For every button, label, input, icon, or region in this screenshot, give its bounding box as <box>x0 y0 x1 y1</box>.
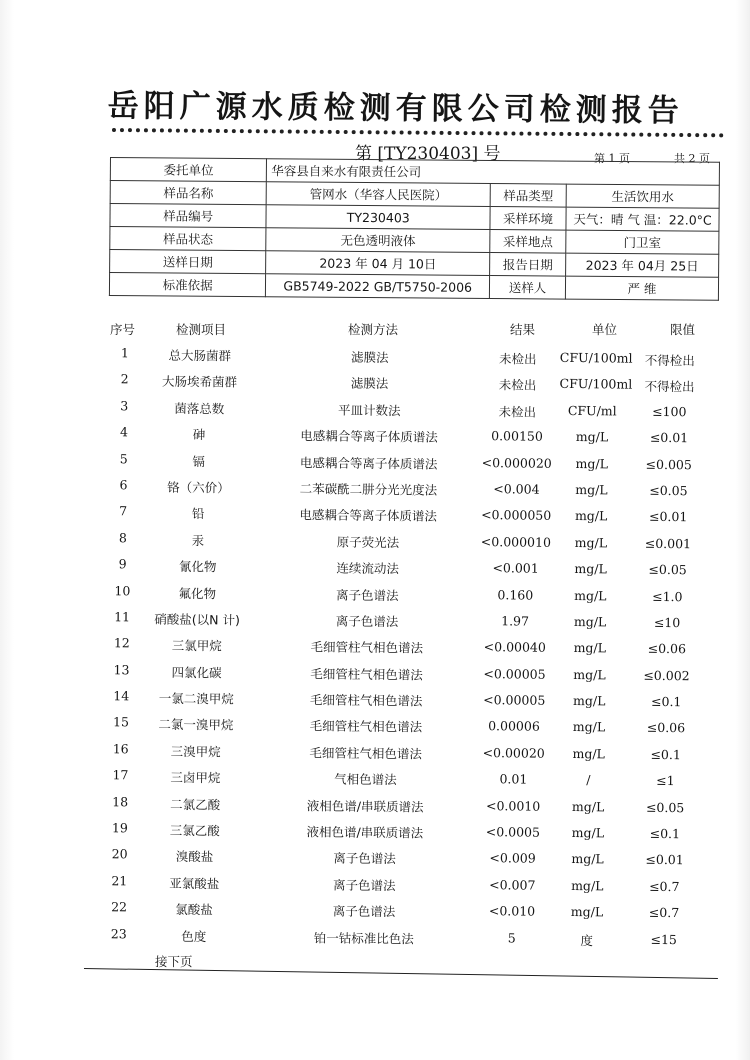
sender-value: 严 维 <box>565 276 718 300</box>
test-limit: ≤0.06 <box>647 641 687 657</box>
test-result: <0.001 <box>492 560 539 576</box>
sample-name-value: 管网水（华容人民医院） <box>266 182 490 207</box>
test-limit: 不得检出 <box>644 379 695 395</box>
test-result: 0.00150 <box>491 428 543 444</box>
test-unit: mg/L <box>571 851 604 867</box>
test-item: 亚氯酸盐 <box>169 875 220 892</box>
test-limit: ≤0.01 <box>645 852 684 868</box>
test-limit: ≤100 <box>652 403 687 419</box>
test-limit: ≤0.7 <box>649 878 680 894</box>
test-item: 总大肠菌群 <box>168 347 232 364</box>
test-result: <0.0005 <box>485 824 541 840</box>
test-result: <0.00020 <box>482 744 545 761</box>
test-unit: mg/L <box>572 693 606 709</box>
site-label: 采样地点 <box>490 229 566 253</box>
test-unit: mg/L <box>574 534 608 551</box>
row-number: 19 <box>111 820 128 836</box>
row-number: 1 <box>120 345 129 361</box>
test-method: 离子色谱法 <box>335 613 399 630</box>
test-unit: mg/L <box>570 904 604 920</box>
test-unit: mg/L <box>573 640 607 656</box>
test-result: <0.000010 <box>480 533 552 550</box>
sample-no-label: 样品编号 <box>110 204 267 228</box>
client-label: 委托单位 <box>110 158 267 182</box>
test-item: 三卤甲烷 <box>170 770 221 786</box>
test-item: 镉 <box>192 453 206 469</box>
test-item: 氯酸盐 <box>175 902 213 918</box>
report-date-label: 报告日期 <box>490 252 566 276</box>
test-limit: ≤0.05 <box>645 799 685 815</box>
sample-name-label: 样品名称 <box>110 181 267 205</box>
test-result: <0.0010 <box>485 797 541 814</box>
page-current: 第 1 页 <box>594 152 630 165</box>
test-result: <0.00005 <box>483 692 546 708</box>
test-item: 溴酸盐 <box>175 849 214 865</box>
test-result: <0.009 <box>489 850 536 867</box>
row-number: 22 <box>111 899 128 915</box>
test-item: 汞 <box>191 532 205 548</box>
site-value: 门卫室 <box>566 230 719 254</box>
test-item: 硝酸盐(以N 计) <box>154 611 240 628</box>
test-limit: 不得检出 <box>644 352 695 369</box>
test-method: 毛细管柱气相色谱法 <box>309 718 423 735</box>
state-value: 无色透明液体 <box>266 228 490 253</box>
test-item: 二氯一溴甲烷 <box>158 717 234 733</box>
test-method: 离子色谱法 <box>336 587 399 603</box>
col-header-method: 检测方法 <box>348 322 399 337</box>
test-unit: 度 <box>580 932 594 948</box>
test-result: <0.010 <box>488 903 536 919</box>
test-limit: ≤0.1 <box>650 693 682 710</box>
test-limit: ≤0.001 <box>644 535 692 551</box>
test-unit: / <box>586 772 591 788</box>
state-label: 样品状态 <box>110 227 267 251</box>
test-item: 三溴甲烷 <box>170 743 221 760</box>
test-method: 滤膜法 <box>350 376 389 392</box>
test-item: 菌落总数 <box>174 400 225 417</box>
test-method: 液相色谱/串联质谱法 <box>306 824 424 841</box>
report-number: 第 [TY230403] 号 <box>355 144 501 164</box>
sender-label: 送样人 <box>490 275 566 299</box>
col-header-unit: 单位 <box>592 322 618 337</box>
test-unit: CFU/100ml <box>559 349 633 366</box>
test-unit: mg/L <box>575 455 609 471</box>
test-unit: mg/L <box>571 877 604 894</box>
test-method: 毛细管柱气相色谱法 <box>310 665 423 683</box>
test-item: 色度 <box>181 928 207 944</box>
col-header-limit: 限值 <box>670 322 696 337</box>
test-result: 5 <box>507 929 516 946</box>
test-unit: mg/L <box>572 745 605 762</box>
test-method: 毛细管柱气相色谱法 <box>310 639 424 656</box>
test-limit: ≤0.1 <box>650 746 681 763</box>
sample-type-label: 样品类型 <box>490 183 566 207</box>
test-method: 平皿计数法 <box>337 402 401 418</box>
row-number: 23 <box>110 925 127 941</box>
row-number: 4 <box>119 424 129 440</box>
test-item: 三氯乙酸 <box>169 822 220 839</box>
sample-type-value: 生活饮用水 <box>566 184 719 208</box>
test-item: 二氯乙酸 <box>170 796 221 812</box>
test-result: 1.97 <box>501 613 530 629</box>
test-method: 液相色谱/串联质谱法 <box>306 797 424 815</box>
next-page-note: 接下页 <box>155 954 193 969</box>
test-result: 未检出 <box>498 351 537 367</box>
row-number: 11 <box>114 609 131 625</box>
sample-info-table <box>109 157 720 301</box>
row-number: 6 <box>119 477 128 493</box>
test-method: 电感耦合等离子体质谱法 <box>300 428 438 445</box>
test-unit: CFU/100ml <box>559 376 633 393</box>
test-limit: ≤10 <box>653 614 681 631</box>
test-limit: ≤0.05 <box>648 561 687 578</box>
test-limit: ≤0.005 <box>645 456 692 472</box>
row-number: 16 <box>112 741 129 757</box>
test-limit: ≤0.01 <box>648 509 688 525</box>
send-date-label: 送样日期 <box>110 250 267 274</box>
test-method: 电感耦合等离子体质谱法 <box>299 454 438 472</box>
sample-no-value: TY230403 <box>266 205 490 230</box>
send-date-value: 2023 年 04 月 10日 <box>266 251 490 276</box>
test-unit: mg/L <box>575 481 608 498</box>
test-item: 一氯二溴甲烷 <box>158 690 234 707</box>
row-number: 2 <box>120 371 129 387</box>
test-method: 滤膜法 <box>350 349 389 366</box>
test-result: <0.00040 <box>483 639 546 656</box>
test-result: 0.00006 <box>488 718 540 735</box>
env-label: 采样环境 <box>490 206 566 230</box>
test-item: 四氯化碳 <box>171 664 222 681</box>
bottom-rule <box>84 968 718 979</box>
test-item: 氟化物 <box>178 585 217 601</box>
test-result: <0.000050 <box>481 507 552 524</box>
test-result: <0.007 <box>489 876 536 893</box>
test-result: <0.00005 <box>483 665 546 682</box>
row-number: 18 <box>112 793 129 810</box>
env-value: 天气：晴 气 温：22.0°C <box>566 207 719 231</box>
test-result: <0.004 <box>493 481 540 497</box>
row-number: 21 <box>111 873 128 889</box>
row-number: 15 <box>112 714 130 730</box>
row-number: 12 <box>113 635 130 651</box>
test-result: 未检出 <box>498 404 537 420</box>
test-unit: CFU/ml <box>567 402 617 419</box>
row-number: 5 <box>119 450 128 466</box>
test-method: 原子荧光法 <box>336 534 400 550</box>
row-number: 3 <box>120 398 129 414</box>
test-method: 离子色谱法 <box>333 850 396 867</box>
test-method: 气相色谱法 <box>334 771 397 788</box>
row-number: 9 <box>118 556 127 572</box>
test-result: 0.160 <box>497 586 534 603</box>
standard-value: GB5749-2022 GB/T5750-2006 <box>266 274 490 299</box>
client-value: 华容县自来水有限责任公司 <box>267 159 720 186</box>
page-total: 共 2 页 <box>674 152 710 165</box>
test-results-list <box>0 340 750 955</box>
test-unit: mg/L <box>571 798 605 814</box>
test-method: 毛细管柱气相色谱法 <box>309 692 423 709</box>
test-item: 三氯甲烷 <box>171 638 222 654</box>
row-number: 13 <box>113 661 130 678</box>
test-result: <0.000020 <box>481 454 552 471</box>
test-item: 氰化物 <box>178 559 217 575</box>
test-method: 离子色谱法 <box>332 877 396 893</box>
test-limit: ≤0.06 <box>646 720 686 736</box>
test-method: 连续流动法 <box>336 560 399 577</box>
test-unit: mg/L <box>572 719 606 735</box>
report-title: 岳阳广源水质检测有限公司检测报告 <box>107 87 684 130</box>
test-unit: mg/L <box>574 508 608 524</box>
test-unit: mg/L <box>574 561 607 577</box>
test-limit: ≤15 <box>650 931 678 947</box>
info-row-standard <box>109 273 718 301</box>
test-unit: mg/L <box>575 429 609 445</box>
col-header-no: 序号 <box>110 322 136 337</box>
test-unit: mg/L <box>573 613 607 630</box>
test-limit: ≤1 <box>656 773 675 789</box>
row-number: 10 <box>114 582 131 598</box>
test-limit: ≤0.05 <box>649 482 688 499</box>
test-method: 铂一钴标准比色法 <box>313 929 414 946</box>
row-number: 7 <box>119 503 128 519</box>
test-method: 二苯碳酰二肼分光光度法 <box>299 481 438 498</box>
test-limit: ≤0.7 <box>648 905 680 921</box>
row-number: 17 <box>112 767 129 783</box>
test-item: 大肠埃希菌群 <box>161 374 238 390</box>
row-number: 14 <box>113 688 130 704</box>
row-number: 20 <box>111 846 128 862</box>
test-unit: mg/L <box>571 825 605 841</box>
test-limit: ≤0.002 <box>643 667 690 683</box>
test-method: 电感耦合等离子体质谱法 <box>299 507 438 524</box>
col-header-item: 检测项目 <box>176 322 227 337</box>
test-result: 0.01 <box>499 771 528 787</box>
test-limit: ≤0.1 <box>649 825 681 842</box>
test-method: 毛细管柱气相色谱法 <box>309 745 423 762</box>
test-limit: ≤1.0 <box>652 588 683 604</box>
test-item: 砷 <box>192 427 206 443</box>
col-header-result: 结果 <box>510 322 536 337</box>
test-result: 未检出 <box>498 377 537 394</box>
test-method: 离子色谱法 <box>332 903 396 920</box>
test-unit: mg/L <box>574 587 607 603</box>
standard-label: 标准依据 <box>109 273 266 297</box>
test-unit: mg/L <box>573 666 606 683</box>
test-item: 铬（六价） <box>167 479 230 496</box>
report-date-value: 2023 年 04月 25日 <box>566 253 719 277</box>
row-number: 8 <box>118 529 127 546</box>
test-item: 铅 <box>191 506 205 522</box>
test-limit: ≤0.01 <box>649 429 689 446</box>
